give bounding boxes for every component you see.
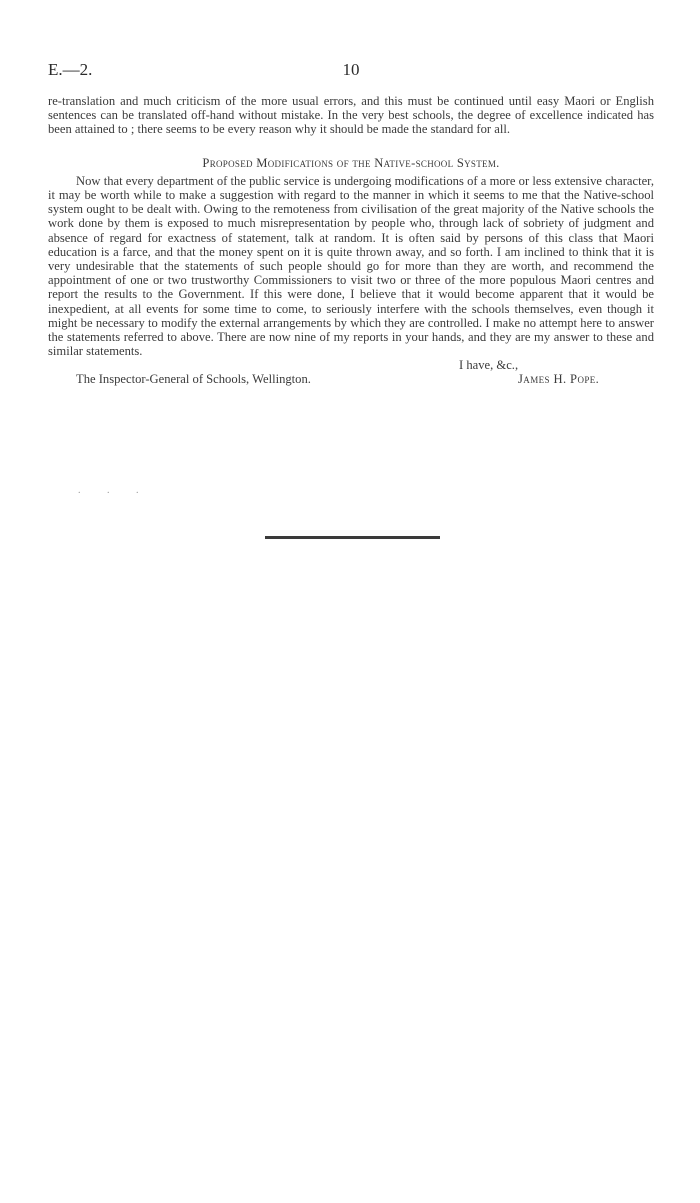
section-heading: Proposed Modifications of the Native-school System.	[202, 155, 500, 170]
page-number: 10	[342, 60, 360, 79]
end-rule	[265, 536, 440, 539]
addressee: The Inspector-General of Schools, Wellington.	[76, 372, 311, 387]
signature: James H. Pope.	[518, 372, 600, 387]
closing-salutation: I have, &c.,	[459, 358, 519, 373]
document-reference: E.—2.	[48, 60, 93, 79]
page-header	[48, 60, 654, 84]
intro-paragraph: re-translation and much criticism of the more usual errors, and this must be continued until easy Maori or English sentences can be translated off-hand without mistake. In the very best schools, the degree of excellence indicated has been attained to ; there seems to be every reason why it should be made the standard for all.	[48, 94, 654, 137]
page-content	[48, 94, 654, 388]
stray-dots: . . .	[78, 485, 151, 496]
closing-block	[48, 358, 654, 388]
section-paragraph: Now that every department of the public service is undergoing modifications of a more or less extensive character, it may be worth while to make a suggestion with regard to the manner in which it seems to me that the Native-school system ought to be dealt with. Owing to the remoteness from civilisation of the great majority of the Native schools the work done by them is exposed to much misrepresentation by people who, through lack of sobriety of judgment and absence of regard for exactness of statement, talk at random. It is often said by persons of this class that Maori education is a farce, and that the money spent on it is quite thrown away, and so forth. I am inclined to think that it is very undesirable that the statements of such people should go for more than they are worth, and recommend the appointment of one or two trustworthy Commissioners to visit two or three of the more populous Maori centres and report the results to the Government. If this were done, I believe that it would become apparent that it would be inexpedient, at all events for some time to come, to seriously interfere with the schools themselves, even though it might be necessary to modify the external arrangements by which they are controlled. I make no attempt here to answer the statements referred to above. There are now nine of my reports in your hands, and they are my answer to these and similar statements.	[48, 173, 654, 359]
